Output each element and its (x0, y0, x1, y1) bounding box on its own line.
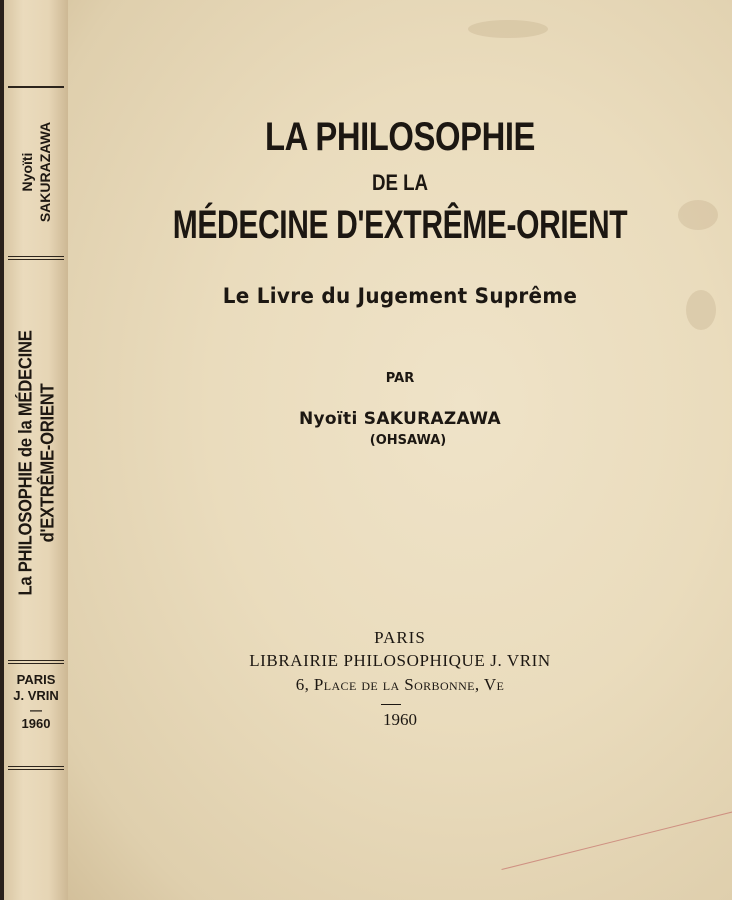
spine-author (4, 92, 68, 252)
stain-mark (678, 200, 718, 230)
book-spine (4, 0, 70, 900)
pen-mark (501, 811, 732, 870)
publisher-city: PARIS (374, 628, 426, 647)
spine-title-line2: d'EXTRÊME-ORIENT (36, 383, 57, 543)
spine-title-line1: La PHILOSOPHIE de la MÉDECINE (14, 330, 35, 596)
title-line-1: LA PHILOSOPHIE (264, 115, 536, 159)
imprint-divider (381, 704, 401, 705)
stain-mark (468, 20, 548, 38)
author-name: Nyoïti SAKURAZAWA (299, 409, 501, 429)
subtitle: Le Livre du Jugement Suprême (222, 284, 578, 308)
title-line-2: DE LA (371, 170, 429, 195)
spine-publisher: J. VRIN (13, 688, 59, 703)
spine-rule-lower (8, 660, 64, 664)
spine-author-first-name: Nyoïti (19, 152, 35, 192)
spine-imprint (8, 672, 64, 732)
spine-rule-top (8, 86, 64, 88)
spine-city: PARIS (16, 672, 56, 687)
title-line-3: MÉDECINE D'EXTRÊME-ORIENT (172, 203, 628, 247)
spine-rule-bottom (8, 766, 64, 770)
by-label: PAR (385, 371, 415, 386)
spine-author-last-name: SAKURAZAWA (37, 121, 53, 223)
spine-title (4, 268, 68, 658)
author-pseudonym: (OHSAWA) (369, 433, 447, 448)
spine-year: 1960 (21, 716, 51, 731)
publisher-name: LIBRAIRIE PHILOSOPHIQUE J. VRIN (249, 651, 551, 670)
spine-dash: — (30, 703, 42, 717)
spine-rule-upper (8, 256, 64, 260)
publisher-address: 6, Place de la Sorbonne, Ve (295, 675, 505, 694)
front-cover (68, 0, 732, 900)
publication-year: 1960 (383, 710, 417, 729)
